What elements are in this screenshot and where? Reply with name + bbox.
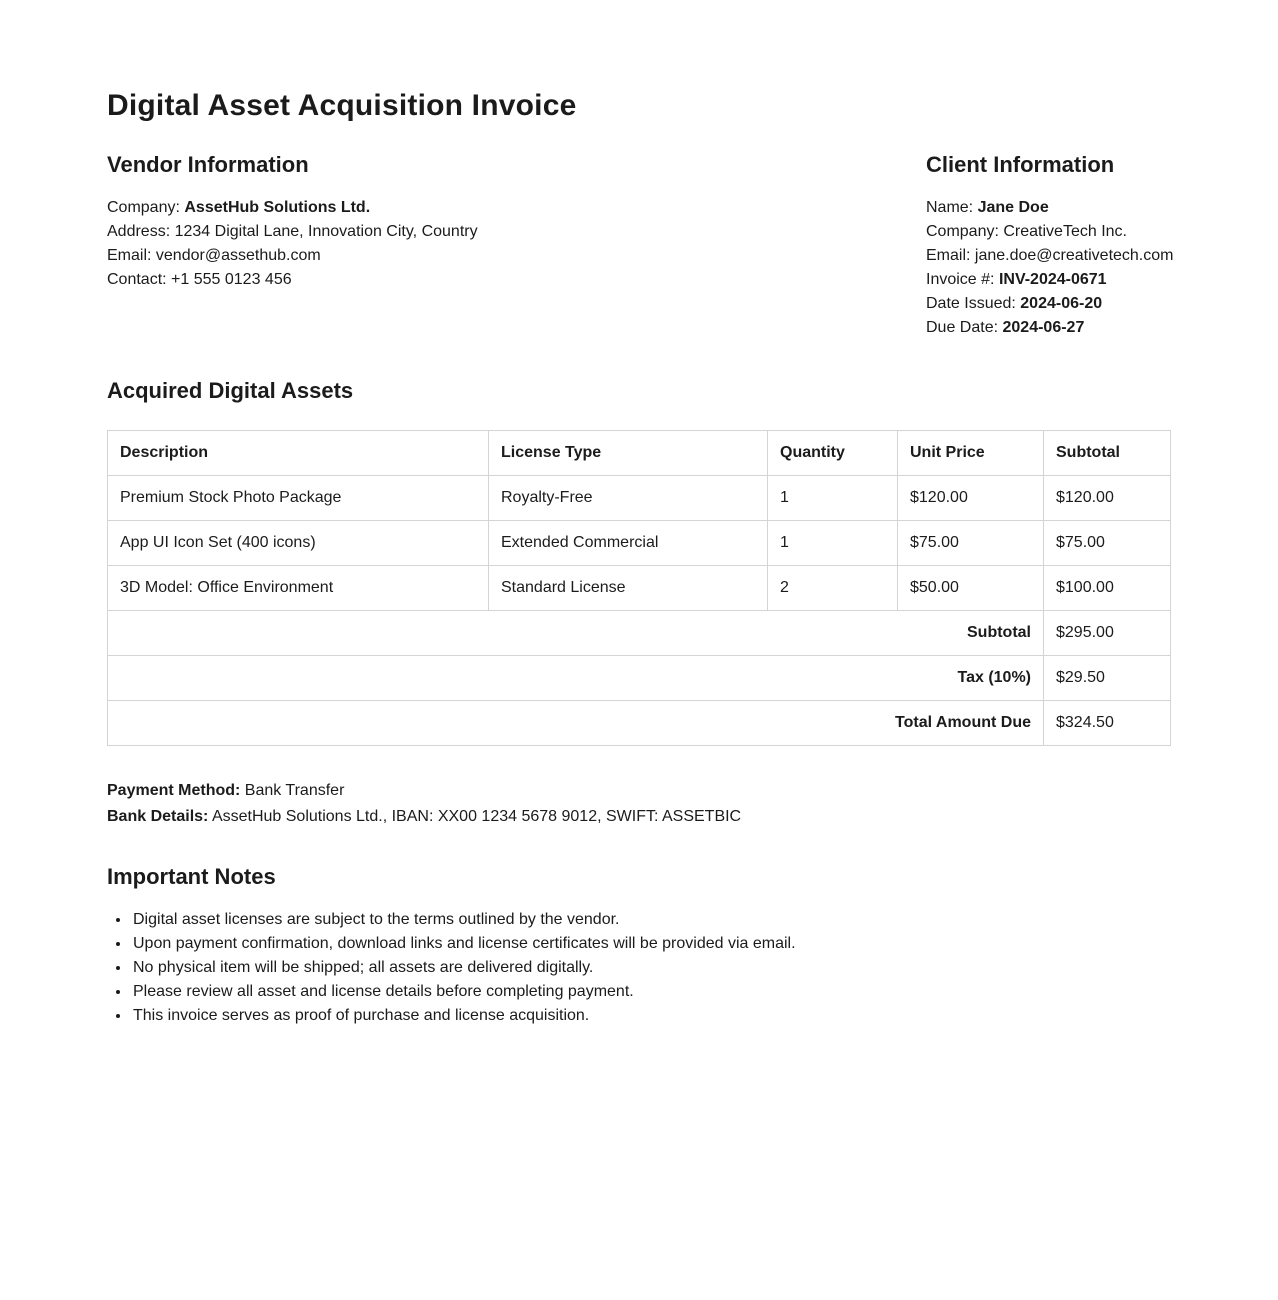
cell-quantity: 1	[768, 521, 898, 566]
date-issued-label: Date Issued:	[926, 295, 1016, 312]
vendor-email-value: vendor@assethub.com	[155, 247, 321, 264]
vendor-contact-line	[107, 268, 478, 292]
bank-details-value: AssetHub Solutions Ltd., IBAN: XX00 1234 5678 9012, SWIFT: ASSETBIC	[211, 808, 742, 825]
cell-quantity: 1	[768, 476, 898, 521]
acquired-assets-section	[107, 376, 1171, 746]
column-header-license-type: License Type	[489, 431, 768, 476]
invoice-number-line	[926, 268, 1171, 292]
date-issued-value: 2024-06-20	[1020, 295, 1103, 312]
vendor-email-label: Email:	[107, 247, 152, 264]
assets-heading: Acquired Digital Assets	[107, 378, 354, 403]
payment-method-value: Bank Transfer	[244, 782, 345, 799]
vendor-information-section	[107, 150, 478, 340]
vendor-address-value: 1234 Digital Lane, Innovation City, Country	[174, 223, 478, 240]
payment-method-line	[107, 778, 1171, 804]
table-row	[108, 521, 1171, 566]
invoice-page	[107, 0, 1174, 1028]
client-company-line	[926, 220, 1171, 244]
invoice-number-value: INV-2024-0671	[998, 271, 1107, 288]
notes-list	[107, 908, 1171, 1028]
list-item: • Upon payment confirmation, download links and license certificates will be provided via email.	[131, 932, 1171, 956]
totals-row-tax	[108, 656, 1171, 701]
client-email-value: jane.doe@creativetech.com	[974, 247, 1174, 264]
total-amount-due-value: $324.50	[1044, 701, 1171, 746]
client-name-label: Name:	[926, 199, 974, 216]
client-name-line	[926, 196, 1171, 220]
total-amount-due-label: Total Amount Due	[108, 701, 1044, 746]
vendor-company-value: AssetHub Solutions Ltd.	[184, 199, 371, 216]
client-heading: Client Information	[926, 152, 1115, 177]
cell-subtotal: $75.00	[1044, 521, 1171, 566]
column-header-unit-price: Unit Price	[898, 431, 1044, 476]
cell-unit-price: $75.00	[898, 521, 1044, 566]
important-notes-section	[107, 862, 1171, 1028]
cell-subtotal: $100.00	[1044, 566, 1171, 611]
invoice-number-label: Invoice #:	[926, 271, 995, 288]
page-title: Digital Asset Acquisition Invoice	[107, 89, 577, 122]
client-email-label: Email:	[926, 247, 971, 264]
list-item: • No physical item will be shipped; all assets are delivered digitally.	[131, 956, 1171, 980]
vendor-company-line	[107, 196, 478, 220]
client-information-section	[926, 150, 1174, 340]
subtotal-value: $295.00	[1044, 611, 1171, 656]
client-email-line	[926, 244, 1174, 268]
notes-heading: Important Notes	[107, 864, 276, 889]
cell-description: 3D Model: Office Environment	[108, 566, 489, 611]
info-columns	[107, 150, 1174, 340]
list-item: • Please review all asset and license details before completing payment.	[131, 980, 1171, 1004]
column-header-quantity: Quantity	[768, 431, 898, 476]
due-date-line	[926, 316, 1171, 340]
cell-description: App UI Icon Set (400 icons)	[108, 521, 489, 566]
client-name-value: Jane Doe	[977, 199, 1049, 216]
vendor-heading: Vendor Information	[107, 152, 309, 177]
tax-value: $29.50	[1044, 656, 1171, 701]
vendor-address-label: Address:	[107, 223, 171, 240]
cell-unit-price: $120.00	[898, 476, 1044, 521]
subtotal-label: Subtotal	[108, 611, 1044, 656]
vendor-details	[107, 196, 478, 292]
table-row	[108, 476, 1171, 521]
cell-license: Extended Commercial	[489, 521, 768, 566]
bank-details-line	[107, 804, 1171, 830]
client-company-value: CreativeTech Inc.	[1003, 223, 1127, 240]
vendor-address-line	[107, 220, 478, 244]
due-date-value: 2024-06-27	[1002, 319, 1085, 336]
due-date-label: Due Date:	[926, 319, 999, 336]
totals-row-total-due	[108, 701, 1171, 746]
cell-license: Royalty-Free	[489, 476, 768, 521]
column-header-subtotal: Subtotal	[1044, 431, 1171, 476]
assets-table	[107, 430, 1171, 746]
payment-method-label: Payment Method:	[107, 782, 241, 799]
column-header-description: Description	[108, 431, 489, 476]
cell-quantity: 2	[768, 566, 898, 611]
table-header-row	[108, 431, 1171, 476]
date-issued-line	[926, 292, 1171, 316]
client-details	[926, 196, 1174, 340]
vendor-company-label: Company:	[107, 199, 180, 216]
table-row	[108, 566, 1171, 611]
cell-license: Standard License	[489, 566, 768, 611]
tax-label: Tax (10%)	[108, 656, 1044, 701]
client-company-label: Company:	[926, 223, 999, 240]
vendor-contact-value: +1 555 0123 456	[171, 271, 292, 288]
cell-unit-price: $50.00	[898, 566, 1044, 611]
cell-subtotal: $120.00	[1044, 476, 1171, 521]
totals-row-subtotal	[108, 611, 1171, 656]
vendor-contact-label: Contact:	[107, 271, 167, 288]
bank-details-label: Bank Details:	[107, 808, 209, 825]
list-item: • Digital asset licenses are subject to the terms outlined by the vendor.	[131, 908, 1171, 932]
payment-info	[107, 778, 1171, 830]
list-item: • This invoice serves as proof of purchase and license acquisition.	[131, 1004, 1171, 1028]
vendor-email-line	[107, 244, 478, 268]
cell-description: Premium Stock Photo Package	[108, 476, 489, 521]
